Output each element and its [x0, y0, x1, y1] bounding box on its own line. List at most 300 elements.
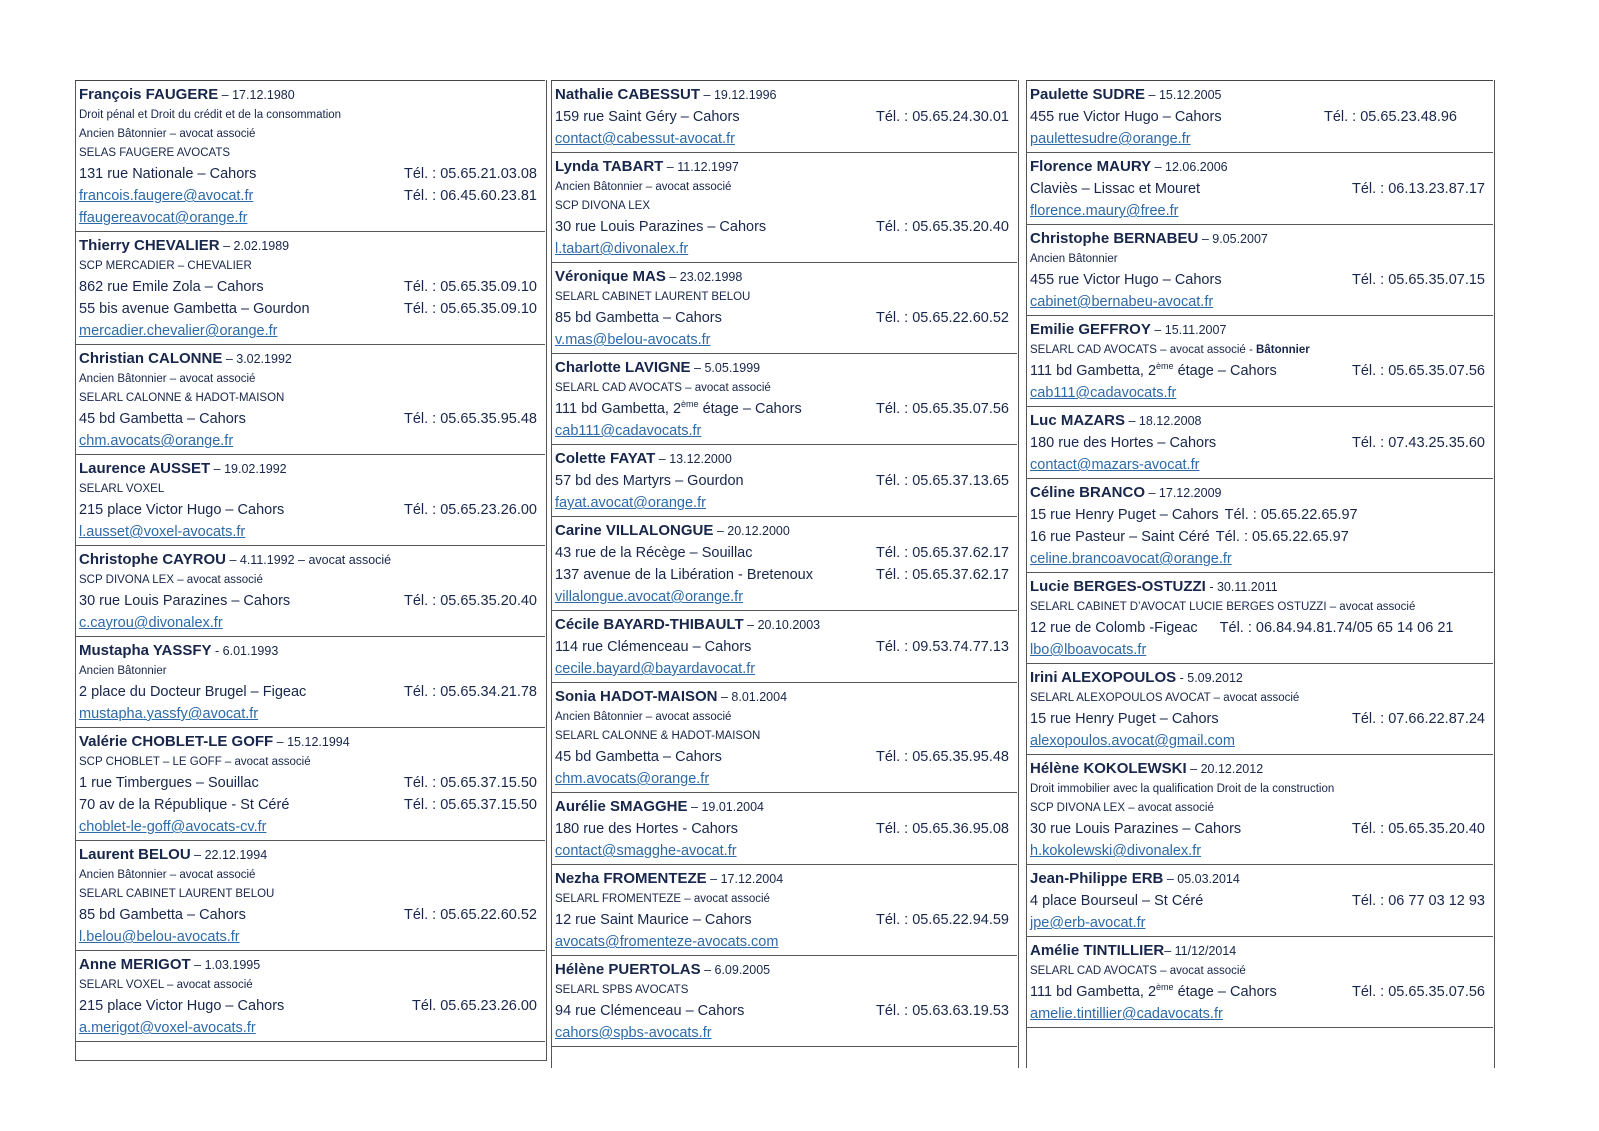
detail-text: SELARL VOXEL – avocat associé [79, 979, 253, 991]
address-row [79, 590, 537, 612]
email-link[interactable]: mercadier.chevalier@orange.fr [79, 323, 278, 339]
lawyer-card [1026, 754, 1493, 864]
lawyer-detail-line [1030, 799, 1485, 818]
lawyer-detail-line [555, 727, 1009, 746]
lawyer-detail-line [79, 571, 537, 590]
oath-date: 19.12.1996 [713, 88, 777, 102]
oath-date: 3.02.1992 [236, 352, 292, 366]
date-separator: – [655, 452, 670, 466]
detail-text: SELARL SPBS AVOCATS [555, 984, 689, 996]
phone-number: Tél. : 05.65.37.13.65 [875, 473, 1009, 489]
lawyer-header [1030, 84, 1485, 106]
phone-number: Tél. 05.65.23.26.00 [412, 998, 537, 1014]
oath-date: 20.12.2012 [1200, 762, 1264, 776]
address: 45 bd Gambetta – Cahors [555, 749, 722, 765]
lawyer-header [79, 458, 537, 480]
detail-text: SELARL CALONNE & HADOT-MAISON [79, 392, 285, 404]
lawyer-detail-line [79, 976, 537, 995]
address: 862 rue Emile Zola – Cahors [79, 279, 264, 295]
detail-text: Ancien Bâtonnier [79, 665, 167, 677]
address: 30 rue Louis Parazines – Cahors [1030, 821, 1242, 837]
date-separator: – [1125, 414, 1139, 428]
lawyer-header [79, 348, 537, 370]
lawyer-card [1026, 478, 1493, 572]
address-row [1030, 617, 1485, 639]
lawyer-card [1026, 406, 1493, 478]
lawyer-card [1026, 572, 1493, 663]
lawyer-detail-line [1030, 341, 1485, 360]
oath-date: 15.12.1994 [287, 735, 350, 749]
lawyer-card [75, 231, 545, 344]
email-link[interactable]: avocats@fromenteze-avocats.com [555, 934, 779, 950]
phone-number: Tél. : 05.65.35.95.48 [403, 411, 537, 427]
lawyer-detail-line [555, 981, 1009, 1000]
lawyer-name: Véronique MAS [555, 268, 666, 285]
address-row [79, 298, 537, 320]
address: 2 place du Docteur Brugel – Figeac [79, 684, 307, 700]
address-row [1030, 106, 1485, 128]
phone-number: Tél. : 06.45.60.23.81 [403, 188, 537, 204]
date-separator: – [687, 800, 702, 814]
lawyer-name: Paulette SUDRE [1030, 86, 1146, 103]
lawyer-detail-line [1030, 250, 1485, 269]
email-link[interactable]: contact@smagghe-avocat.fr [555, 843, 737, 859]
oath-date: 17.12.2004 [720, 872, 784, 886]
phone-number: Tél. : 05.65.37.62.17 [875, 567, 1009, 583]
lawyer-column-2 [551, 80, 1017, 1077]
phone-number: Tél. : 05.65.21.03.08 [403, 166, 537, 182]
phone-number: Tél. : 05.65.35.07.56 [1351, 363, 1485, 379]
lawyer-header [79, 954, 537, 976]
oath-date: 6.09.2005 [714, 963, 771, 977]
lawyer-name: Cécile BAYARD-THIBAULT [555, 616, 744, 633]
lawyer-detail-line [555, 708, 1009, 727]
address: 12 rue Saint Maurice – Cahors [555, 912, 752, 928]
address: 12 rue de Colomb -Figeac [1030, 620, 1198, 636]
date-separator: - [1205, 580, 1217, 594]
address-row [555, 636, 1009, 658]
email-link[interactable]: francois.faugere@avocat.fr [79, 188, 254, 204]
email-link[interactable]: h.kokolewski@divonalex.fr [1030, 843, 1202, 859]
detail-text: SELARL CABINET LAURENT BELOU [79, 888, 275, 900]
lawyer-card [551, 610, 1017, 682]
address-row [79, 408, 537, 430]
lawyer-detail-line [79, 480, 537, 499]
address: 43 rue de la Récège – Souillac [555, 545, 753, 561]
email-link[interactable]: fayat.avocat@orange.fr [555, 495, 706, 511]
lawyer-header [555, 84, 1009, 106]
lawyer-card [75, 840, 545, 950]
lawyer-card [1026, 936, 1493, 1027]
lawyer-name: Carine VILLALONGUE [555, 522, 714, 539]
address-row [1030, 708, 1485, 730]
lawyer-detail-line [79, 370, 537, 389]
address-row [1030, 981, 1485, 1003]
lawyer-header [1030, 576, 1485, 598]
email-link[interactable]: cab111@cadavocats.fr [1030, 385, 1177, 401]
lawyer-detail-line [79, 125, 537, 144]
address-row [555, 216, 1009, 238]
oath-date: 20.10.2003 [757, 618, 821, 632]
email-link[interactable]: cecile.bayard@bayardavocat.fr [555, 661, 756, 677]
date-separator: – [690, 361, 705, 375]
detail-text: Droit immobilier avec la qualification Droit de la construction [1030, 783, 1335, 795]
lawyer-name: Sonia HADOT-MAISON [555, 688, 718, 705]
address: 111 bd Gambetta, 2ème étage – Cahors [555, 399, 802, 417]
lawyer-card [551, 444, 1017, 516]
address: 180 rue des Hortes – Cahors [1030, 435, 1217, 451]
lawyer-name: Luc MAZARS [1030, 412, 1125, 429]
email-link[interactable]: alexopoulos.avocat@gmail.com [1030, 733, 1235, 749]
oath-date: 5.09.2012 [1187, 671, 1243, 685]
address-row [555, 818, 1009, 840]
address: 15 rue Henry Puget – Cahors [1030, 507, 1219, 523]
date-separator: – [743, 618, 758, 632]
lawyer-detail-line [79, 662, 537, 681]
address-row [79, 185, 537, 207]
oath-date: 19.01.2004 [701, 800, 764, 814]
detail-text: Droit pénal et Droit du crédit et de la consommation [79, 109, 342, 121]
date-separator: – [1150, 323, 1165, 337]
phone-number: Tél. : 05.65.35.09.10 [403, 279, 537, 295]
phone-number: Tél. : 05.65.23.48.96 [1323, 109, 1457, 125]
lawyer-header [1030, 758, 1485, 780]
oath-date: 12.06.2006 [1165, 160, 1228, 174]
oath-date: 20.12.2000 [727, 524, 790, 538]
address: 55 bis avenue Gambetta – Gourdon [79, 301, 310, 317]
email-link[interactable]: l.tabart@divonalex.fr [555, 241, 689, 257]
phone-number: Tél. : 05.65.35.20.40 [875, 219, 1009, 235]
detail-text: Ancien Bâtonnier – avocat associé [555, 711, 732, 723]
address: 94 rue Clémenceau – Cahors [555, 1003, 745, 1019]
address: 15 rue Henry Puget – Cahors [1030, 711, 1219, 727]
address-row [1030, 818, 1485, 840]
lawyer-name: Laurence AUSSET [79, 460, 211, 477]
detail-text: Ancien Bâtonnier – avocat associé [79, 128, 256, 140]
email-link[interactable]: florence.maury@free.fr [1030, 203, 1179, 219]
address-row [1030, 504, 1485, 526]
oath-date: 15.11.2007 [1164, 323, 1227, 337]
phone-number: Tél. : 06.84.94.81.74/05 65 14 06 21 [1219, 620, 1454, 636]
phone-number: Tél. : 05.65.35.95.48 [875, 749, 1009, 765]
lawyer-name: Christian CALONNE [79, 350, 223, 367]
address-row [1030, 360, 1485, 382]
date-separator: – [663, 160, 678, 174]
email-link[interactable]: villalongue.avocat@orange.fr [555, 589, 744, 605]
lawyer-card [1026, 80, 1493, 152]
address-row [555, 398, 1009, 420]
oath-date: 17.12.2009 [1158, 486, 1222, 500]
date-separator: – [1151, 160, 1166, 174]
lawyer-card [551, 353, 1017, 444]
date-separator: – [218, 88, 233, 102]
date-separator: – [190, 848, 205, 862]
oath-date: 11.12.1997 [677, 160, 739, 174]
phone-number: Tél. : 05.65.23.26.00 [403, 502, 537, 518]
lawyer-card [1026, 864, 1493, 936]
address: 111 bd Gambetta, 2ème étage – Cahors [1030, 361, 1277, 379]
email-link[interactable]: lbo@lboavocats.fr [1030, 642, 1147, 658]
lawyer-header [79, 549, 537, 571]
detail-text: SELARL ALEXOPOULOS AVOCAT – avocat associé [1030, 692, 1300, 704]
empty-row [551, 1046, 1017, 1077]
address-row [1030, 178, 1485, 200]
address: 215 place Victor Hugo – Cahors [79, 502, 285, 518]
address-row [555, 746, 1009, 768]
address-row [1030, 526, 1485, 548]
lawyer-header [1030, 410, 1485, 432]
lawyer-name: Lucie BERGES-OSTUZZI [1030, 578, 1206, 595]
oath-date: 17.12.1980 [232, 88, 295, 102]
lawyer-card [1026, 152, 1493, 224]
detail-text: Ancien Bâtonnier – avocat associé [79, 373, 256, 385]
phone-number: Tél. : 05.65.35.09.10 [403, 301, 537, 317]
detail-text: SELARL VOXEL [79, 483, 165, 495]
date-separator: – [717, 690, 732, 704]
lawyer-header [1030, 940, 1485, 962]
lawyer-detail-line [79, 144, 537, 163]
lawyer-card [1026, 663, 1493, 754]
address: 131 rue Nationale – Cahors [79, 166, 257, 182]
email-link[interactable]: celine.brancoavocat@orange.fr [1030, 551, 1232, 567]
phone-number: Tél. : 05.65.35.20.40 [403, 593, 537, 609]
lawyer-detail-line [1030, 598, 1485, 617]
address: 85 bd Gambetta – Cahors [79, 907, 246, 923]
lawyer-card [551, 80, 1017, 152]
lawyer-name: Christophe CAYROU [79, 551, 226, 568]
lawyer-name: Nathalie CABESSUT [555, 86, 701, 103]
oath-date: 8.01.2004 [731, 690, 788, 704]
email-link[interactable]: v.mas@belou-avocats.fr [555, 332, 711, 348]
phone-number: Tél. : 05.65.35.07.56 [875, 401, 1009, 417]
date-separator: - [211, 644, 223, 658]
oath-date: 5.05.1999 [704, 361, 761, 375]
phone-number: Tél. : 06.13.23.87.17 [1351, 181, 1485, 197]
phone-number: Tél. : 05.65.22.60.52 [403, 907, 537, 923]
lawyer-header [555, 357, 1009, 379]
lawyer-name: Amélie TINTILLIER [1030, 942, 1165, 959]
lawyer-card [551, 792, 1017, 864]
phone-number: Tél. : 05.65.37.62.17 [875, 545, 1009, 561]
date-separator: – [700, 88, 714, 102]
lawyer-name: Aurélie SMAGGHE [555, 798, 688, 815]
lawyer-card [551, 152, 1017, 262]
phone-number: Tél. : 05.65.36.95.08 [875, 821, 1009, 837]
address-row [555, 106, 1009, 128]
address: 455 rue Victor Hugo – Cahors [1030, 109, 1222, 125]
email-link[interactable]: amelie.tintillier@cadavocats.fr [1030, 1006, 1223, 1022]
lawyer-header [555, 796, 1009, 818]
detail-text: SELARL CABINET D’AVOCAT LUCIE BERGES OSTUZZI – avocat associé [1030, 601, 1416, 613]
address-row [555, 909, 1009, 931]
date-separator: – [225, 553, 240, 567]
lawyer-name: Nezha FROMENTEZE [555, 870, 707, 887]
oath-date: 11/12/2014 [1174, 944, 1237, 958]
email-link[interactable]: c.cayrou@divonalex.fr [79, 615, 223, 631]
detail-text: SELAS FAUGERE AVOCATS [79, 147, 231, 159]
date-separator: – [1198, 232, 1213, 246]
phone-number: Tél. : 05.65.22.65.97 [1215, 529, 1349, 545]
date-separator: – [222, 352, 237, 366]
lawyer-detail-line [79, 257, 537, 276]
address: 215 place Victor Hugo – Cahors [79, 998, 285, 1014]
address-row [79, 772, 537, 794]
phone-number: Tél. : 07.43.25.35.60 [1351, 435, 1485, 451]
lawyer-header [79, 235, 537, 257]
email-link[interactable]: a.merigot@voxel-avocats.fr [79, 1020, 256, 1036]
lawyer-card [551, 682, 1017, 792]
lawyer-name: Thierry CHEVALIER [79, 237, 220, 254]
lawyer-header [1030, 482, 1485, 504]
address: 114 rue Clémenceau – Cahors [555, 639, 752, 655]
lawyer-card [551, 262, 1017, 353]
lawyer-header [1030, 156, 1485, 178]
lawyer-card [75, 344, 545, 454]
detail-text: SCP CHOBLET – LE GOFF – avocat associé [79, 756, 311, 768]
lawyer-name: Céline BRANCO [1030, 484, 1146, 501]
email-link[interactable]: jpe@erb-avocat.fr [1030, 915, 1146, 931]
lawyer-name: Hélène KOKOLEWSKI [1030, 760, 1187, 777]
lawyer-card [1026, 315, 1493, 406]
phone-number: Tél. : 05.65.35.07.56 [1351, 984, 1485, 1000]
lawyer-detail-line [79, 106, 537, 125]
lawyer-name: Florence MAURY [1030, 158, 1152, 175]
lawyer-name: François FAUGERE [79, 86, 219, 103]
empty-row [1026, 1027, 1493, 1058]
email-link[interactable]: contact@cabessut-avocat.fr [555, 131, 735, 147]
lawyer-name: Christophe BERNABEU [1030, 230, 1199, 247]
phone-number: Tél. : 05.65.22.65.97 [1224, 507, 1358, 523]
lawyer-name: Lynda TABART [555, 158, 664, 175]
email-link[interactable]: choblet-le-goff@avocats-cv.fr [79, 819, 267, 835]
phone-number: Tél. : 05.65.22.94.59 [875, 912, 1009, 928]
email-link[interactable]: cabinet@bernabeu-avocat.fr [1030, 294, 1214, 310]
address: 70 av de la République - St Céré [79, 797, 290, 813]
lawyer-header [1030, 667, 1485, 689]
address: 137 avenue de la Libération - Bretenoux [555, 567, 813, 583]
lawyer-detail-line [79, 389, 537, 408]
oath-date: 22.12.1994 [204, 848, 268, 862]
email-link[interactable]: ffaugereavocat@orange.fr [79, 210, 248, 226]
email-link[interactable]: contact@mazars-avocat.fr [1030, 457, 1200, 473]
address-row [555, 307, 1009, 329]
lawyer-header [1030, 868, 1485, 890]
address: 159 rue Saint Géry – Cahors [555, 109, 740, 125]
lawyer-name: Laurent BELOU [79, 846, 191, 863]
address-row [555, 1000, 1009, 1022]
email-link[interactable]: paulettesudre@orange.fr [1030, 131, 1191, 147]
phone-number: Tél. : 05.65.22.60.52 [875, 310, 1009, 326]
address: 16 rue Pasteur – Saint Céré [1030, 529, 1210, 545]
email-link[interactable]: l.belou@belou-avocats.fr [79, 929, 240, 945]
oath-date: 30.11.2011 [1216, 580, 1278, 594]
detail-text: SELARL CAD AVOCATS – avocat associé - [1030, 344, 1257, 356]
address: 85 bd Gambetta – Cahors [555, 310, 722, 326]
lawyer-header [79, 844, 537, 866]
address-row [79, 794, 537, 816]
address: 30 rue Louis Parazines – Cahors [555, 219, 767, 235]
phone-number: Tél. : 05.63.63.19.53 [875, 1003, 1009, 1019]
detail-text: SCP DIVONA LEX [555, 200, 651, 212]
detail-text: SELARL CAD AVOCATS – avocat associé [555, 382, 771, 394]
date-separator: – [190, 958, 205, 972]
detail-text: SCP DIVONA LEX – avocat associé [79, 574, 263, 586]
phone-number: Tél. : 05.65.34.21.78 [403, 684, 537, 700]
phone-number: Tél. : 05.65.24.30.01 [875, 109, 1009, 125]
lawyer-card [75, 454, 545, 545]
lawyer-header [555, 266, 1009, 288]
address-row [1030, 269, 1485, 291]
address-row [79, 904, 537, 926]
oath-date: 15.12.2005 [1158, 88, 1222, 102]
lawyer-name: Emilie GEFFROY [1030, 321, 1151, 338]
address-row [79, 681, 537, 703]
oath-date: 13.12.2000 [669, 452, 732, 466]
email-link[interactable]: chm.avocats@orange.fr [555, 771, 710, 787]
email-link[interactable]: l.ausset@voxel-avocats.fr [79, 524, 246, 540]
lawyer-detail-line [555, 288, 1009, 307]
lawyer-header [555, 959, 1009, 981]
lawyer-detail-line [79, 885, 537, 904]
address-row [555, 542, 1009, 564]
lawyer-detail-line [555, 890, 1009, 909]
lawyer-name: Anne MERIGOT [79, 956, 191, 973]
phone-number: Tél. : 05.65.35.07.15 [1351, 272, 1485, 288]
lawyer-name: Mustapha YASSFY [79, 642, 212, 659]
lawyer-header [1030, 319, 1485, 341]
date-separator: – [1163, 872, 1178, 886]
email-link[interactable]: cahors@spbs-avocats.fr [555, 1025, 712, 1041]
address-row [79, 499, 537, 521]
email-link[interactable]: cab111@cadavocats.fr [555, 423, 702, 439]
lawyer-header [555, 156, 1009, 178]
address: 57 bd des Martyrs – Gourdon [555, 473, 744, 489]
empty-row [75, 1041, 545, 1072]
lawyer-header [79, 731, 537, 753]
address-row [1030, 890, 1485, 912]
phone-number: Tél. : 06 77 03 12 93 [1351, 893, 1485, 909]
lawyer-card [75, 950, 545, 1041]
address-row [555, 564, 1009, 586]
phone-number: Tél. : 05.65.35.20.40 [1351, 821, 1485, 837]
phone-number: Tél. : 05.65.37.15.50 [403, 797, 537, 813]
lawyer-detail-line [1030, 962, 1485, 981]
oath-date: 2.02.1989 [233, 239, 290, 253]
detail-text: Ancien Bâtonnier [1030, 253, 1118, 265]
lawyer-name: Valérie CHOBLET-LE GOFF [79, 733, 274, 750]
address: 1 rue Timbergues – Souillac [79, 775, 259, 791]
lawyer-header [555, 448, 1009, 470]
lawyer-card [551, 955, 1017, 1046]
oath-date: 6.01.1993 [222, 644, 279, 658]
lawyer-detail-line [79, 866, 537, 885]
address: 180 rue des Hortes - Cahors [555, 821, 738, 837]
lawyer-name: Charlotte LAVIGNE [555, 359, 691, 376]
email-link[interactable]: chm.avocats@orange.fr [79, 433, 234, 449]
date-separator: – [1186, 762, 1201, 776]
lawyer-name: Irini ALEXOPOULOS [1030, 669, 1177, 686]
lawyer-card [1026, 224, 1493, 315]
email-link[interactable]: mustapha.yassfy@avocat.fr [79, 706, 259, 722]
detail-text: SCP DIVONA LEX – avocat associé [1030, 802, 1214, 814]
phone-number: Tél. : 07.66.22.87.24 [1351, 711, 1485, 727]
address: Claviès – Lissac et Mouret [1030, 181, 1201, 197]
lawyer-detail-line [1030, 689, 1485, 708]
detail-text: SELARL CABINET LAURENT BELOU [555, 291, 751, 303]
date-separator: – [700, 963, 715, 977]
address: 455 rue Victor Hugo – Cahors [1030, 272, 1222, 288]
address-row [79, 276, 537, 298]
